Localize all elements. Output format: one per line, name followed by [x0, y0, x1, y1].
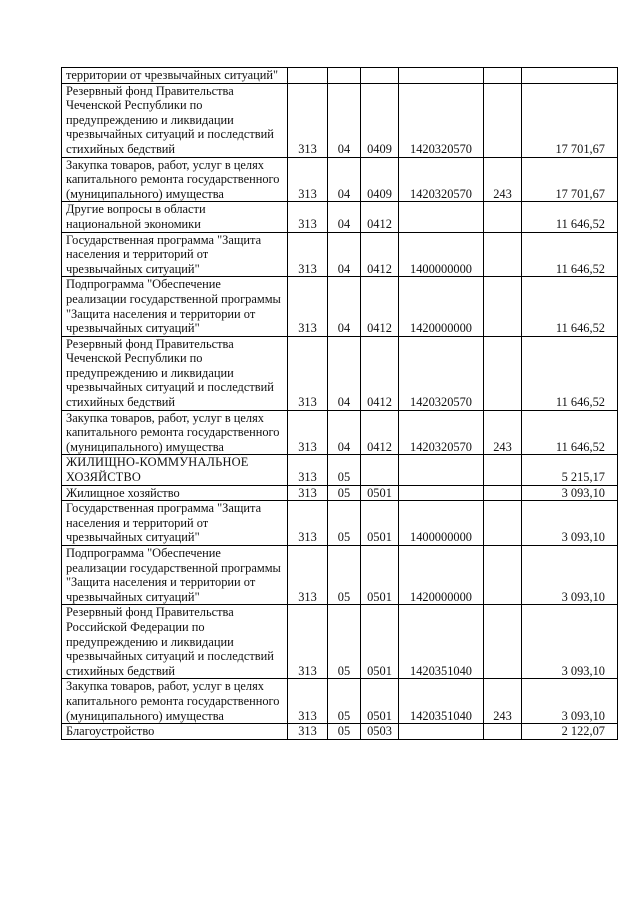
- subsection-code-cell: 0501: [361, 679, 399, 724]
- budget-document-page: [61, 67, 617, 740]
- section-code-cell: 05: [328, 501, 361, 546]
- expense-type-cell: [484, 68, 522, 84]
- subsection-code-cell: [361, 455, 399, 485]
- ministry-code-cell: 313: [288, 410, 328, 455]
- expense-type-cell: [484, 232, 522, 277]
- expense-type-cell: [484, 485, 522, 501]
- subsection-code-cell: 0501: [361, 605, 399, 679]
- section-code-cell: 04: [328, 202, 361, 232]
- row-name-cell: Жилищное хозяйство: [62, 485, 288, 501]
- budget-table-body: [62, 68, 618, 740]
- target-article-cell: 1400000000: [399, 501, 484, 546]
- row-name-cell: Резервный фонд Правительства Чеченской Республики по предупреждению и ликвидации чрезвычайных ситуаций и последствий стихийных бедствий: [62, 83, 288, 157]
- expense-type-cell: [484, 455, 522, 485]
- section-code-cell: 05: [328, 605, 361, 679]
- ministry-code-cell: 313: [288, 277, 328, 336]
- expense-type-cell: [484, 724, 522, 740]
- row-name-cell: Резервный фонд Правительства Чеченской Республики по предупреждению и ликвидации чрезвычайных ситуаций и последствий стихийных бедствий: [62, 336, 288, 410]
- subsection-code-cell: 0409: [361, 83, 399, 157]
- ministry-code-cell: 313: [288, 501, 328, 546]
- target-article-cell: 1420351040: [399, 679, 484, 724]
- expense-type-cell: 243: [484, 157, 522, 202]
- amount-cell: 3 093,10: [522, 679, 618, 724]
- row-name-cell: Благоустройство: [62, 724, 288, 740]
- expense-type-cell: 243: [484, 679, 522, 724]
- expense-type-cell: [484, 277, 522, 336]
- row-name-cell: Резервный фонд Правительства Российской Федерации по предупреждению и ликвидации чрезвычайных ситуаций и последствий стихийных бедствий: [62, 605, 288, 679]
- table-row: [62, 410, 618, 455]
- ministry-code-cell: 313: [288, 724, 328, 740]
- subsection-code-cell: 0412: [361, 336, 399, 410]
- section-code-cell: 05: [328, 455, 361, 485]
- subsection-code-cell: 0501: [361, 546, 399, 605]
- budget-table: [61, 67, 618, 740]
- expense-type-cell: [484, 501, 522, 546]
- amount-cell: 11 646,52: [522, 336, 618, 410]
- row-name-cell: ЖИЛИЩНО-КОММУНАЛЬНОЕ ХОЗЯЙСТВО: [62, 455, 288, 485]
- amount-cell: 2 122,07: [522, 724, 618, 740]
- target-article-cell: [399, 455, 484, 485]
- subsection-code-cell: 0501: [361, 485, 399, 501]
- target-article-cell: 1420320570: [399, 410, 484, 455]
- row-name-cell: Закупка товаров, работ, услуг в целях капитального ремонта государственного (муниципального) имущества: [62, 157, 288, 202]
- row-name-cell: Закупка товаров, работ, услуг в целях капитального ремонта государственного (муниципального) имущества: [62, 410, 288, 455]
- amount-cell: 3 093,10: [522, 485, 618, 501]
- section-code-cell: 04: [328, 336, 361, 410]
- table-row: [62, 501, 618, 546]
- subsection-code-cell: 0412: [361, 202, 399, 232]
- amount-cell: 5 215,17: [522, 455, 618, 485]
- section-code-cell: 04: [328, 410, 361, 455]
- subsection-code-cell: 0409: [361, 157, 399, 202]
- table-row: [62, 455, 618, 485]
- table-row: [62, 679, 618, 724]
- ministry-code-cell: 313: [288, 336, 328, 410]
- amount-cell: 11 646,52: [522, 410, 618, 455]
- ministry-code-cell: 313: [288, 546, 328, 605]
- table-row: [62, 605, 618, 679]
- subsection-code-cell: 0412: [361, 232, 399, 277]
- subsection-code-cell: 0412: [361, 277, 399, 336]
- amount-cell: 3 093,10: [522, 501, 618, 546]
- amount-cell: 17 701,67: [522, 83, 618, 157]
- ministry-code-cell: 313: [288, 679, 328, 724]
- section-code-cell: 04: [328, 232, 361, 277]
- target-article-cell: [399, 202, 484, 232]
- expense-type-cell: [484, 605, 522, 679]
- table-row: [62, 485, 618, 501]
- section-code-cell: 04: [328, 277, 361, 336]
- ministry-code-cell: 313: [288, 83, 328, 157]
- expense-type-cell: [484, 546, 522, 605]
- row-name-cell: Другие вопросы в области национальной экономики: [62, 202, 288, 232]
- subsection-code-cell: 0503: [361, 724, 399, 740]
- expense-type-cell: [484, 202, 522, 232]
- table-row: [62, 546, 618, 605]
- table-row: [62, 277, 618, 336]
- table-row: [62, 68, 618, 84]
- section-code-cell: [328, 68, 361, 84]
- section-code-cell: 05: [328, 485, 361, 501]
- section-code-cell: 05: [328, 546, 361, 605]
- target-article-cell: 1400000000: [399, 232, 484, 277]
- target-article-cell: [399, 68, 484, 84]
- row-name-cell: Государственная программа "Защита населения и территорий от чрезвычайных ситуаций": [62, 501, 288, 546]
- expense-type-cell: [484, 336, 522, 410]
- ministry-code-cell: [288, 68, 328, 84]
- target-article-cell: [399, 724, 484, 740]
- row-name-cell: территории от чрезвычайных ситуаций": [62, 68, 288, 84]
- ministry-code-cell: 313: [288, 157, 328, 202]
- table-row: [62, 202, 618, 232]
- target-article-cell: 1420320570: [399, 157, 484, 202]
- ministry-code-cell: 313: [288, 202, 328, 232]
- amount-cell: 3 093,10: [522, 546, 618, 605]
- target-article-cell: 1420320570: [399, 336, 484, 410]
- table-row: [62, 336, 618, 410]
- subsection-code-cell: [361, 68, 399, 84]
- section-code-cell: 04: [328, 157, 361, 202]
- section-code-cell: 05: [328, 724, 361, 740]
- table-row: [62, 157, 618, 202]
- table-row: [62, 232, 618, 277]
- amount-cell: 11 646,52: [522, 202, 618, 232]
- target-article-cell: 1420351040: [399, 605, 484, 679]
- expense-type-cell: [484, 83, 522, 157]
- target-article-cell: [399, 485, 484, 501]
- ministry-code-cell: 313: [288, 232, 328, 277]
- target-article-cell: 1420000000: [399, 546, 484, 605]
- table-row: [62, 724, 618, 740]
- row-name-cell: Подпрограмма "Обеспечение реализации государственной программы "Защита населения и территории от чрезвычайных ситуаций": [62, 546, 288, 605]
- target-article-cell: 1420320570: [399, 83, 484, 157]
- amount-cell: 3 093,10: [522, 605, 618, 679]
- ministry-code-cell: 313: [288, 485, 328, 501]
- subsection-code-cell: 0412: [361, 410, 399, 455]
- ministry-code-cell: 313: [288, 455, 328, 485]
- row-name-cell: Закупка товаров, работ, услуг в целях капитального ремонта государственного (муниципального) имущества: [62, 679, 288, 724]
- amount-cell: 11 646,52: [522, 232, 618, 277]
- subsection-code-cell: 0501: [361, 501, 399, 546]
- ministry-code-cell: 313: [288, 605, 328, 679]
- section-code-cell: 05: [328, 679, 361, 724]
- row-name-cell: Подпрограмма "Обеспечение реализации государственной программы "Защита населения и территории от чрезвычайных ситуаций": [62, 277, 288, 336]
- table-row: [62, 83, 618, 157]
- section-code-cell: 04: [328, 83, 361, 157]
- target-article-cell: 1420000000: [399, 277, 484, 336]
- expense-type-cell: 243: [484, 410, 522, 455]
- row-name-cell: Государственная программа "Защита населения и территорий от чрезвычайных ситуаций": [62, 232, 288, 277]
- amount-cell: 17 701,67: [522, 157, 618, 202]
- amount-cell: [522, 68, 618, 84]
- amount-cell: 11 646,52: [522, 277, 618, 336]
